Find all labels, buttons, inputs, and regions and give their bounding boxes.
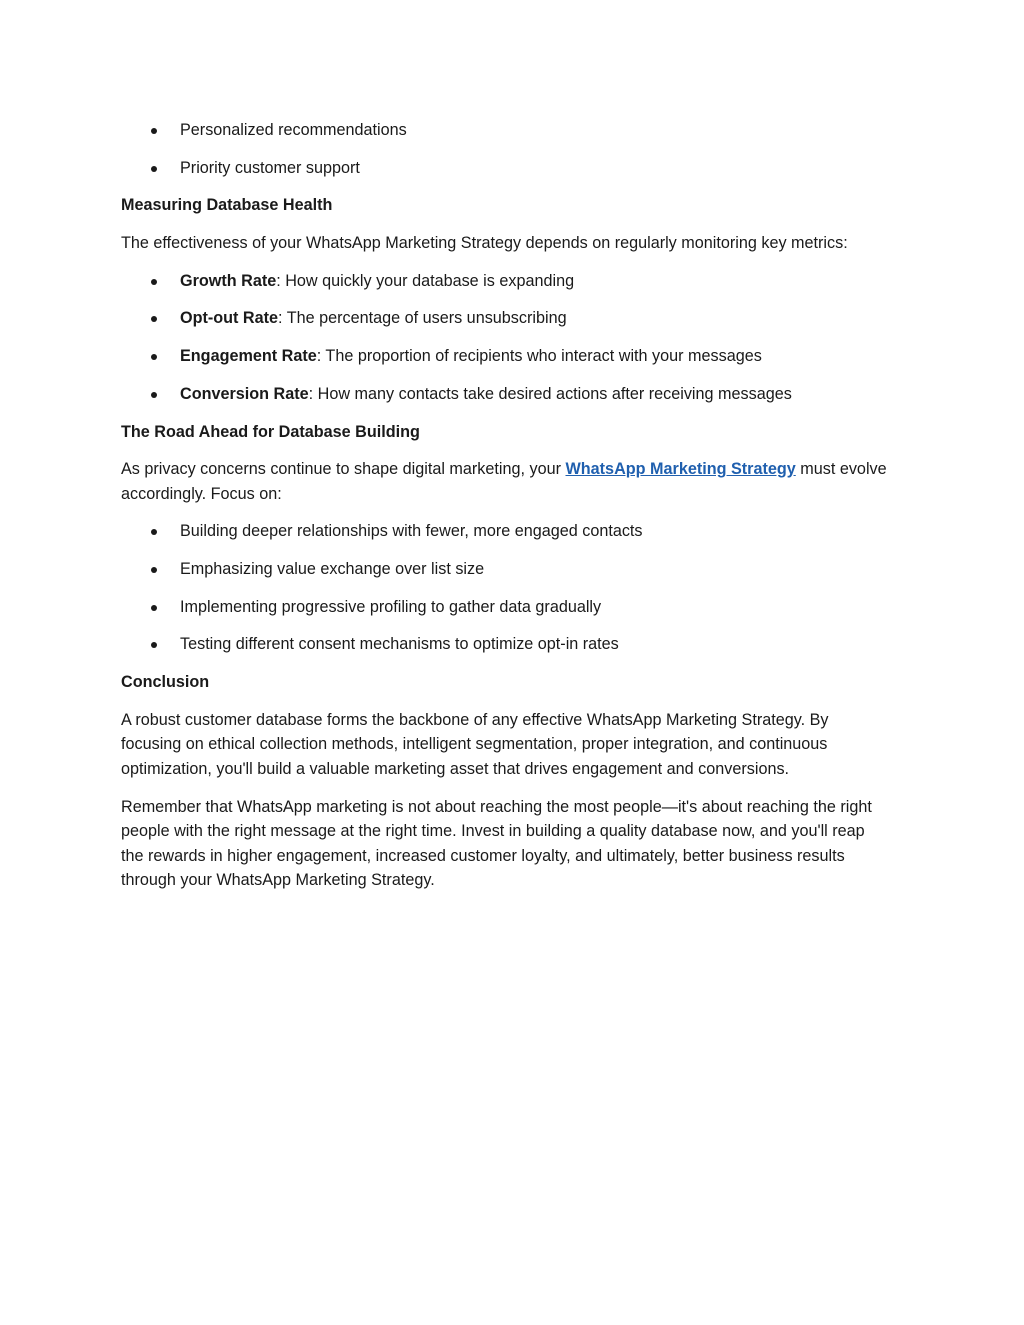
- metric-desc: : The percentage of users unsubscribing: [278, 309, 567, 328]
- list-item: [121, 519, 891, 544]
- list-item: [121, 557, 891, 582]
- list-item: [121, 595, 891, 620]
- bullet-icon: [151, 529, 157, 535]
- bullet-icon: [151, 567, 157, 573]
- document-page: [121, 118, 891, 906]
- metric-term: Opt-out Rate: [180, 309, 279, 328]
- paragraph-health-intro: The effectiveness of your WhatsApp Marketing Strategy depends on regularly monitoring key metrics:: [121, 234, 848, 253]
- list-item: [121, 382, 891, 407]
- list-item-text: Emphasizing value exchange over list size: [180, 560, 485, 579]
- section-heading-health: Measuring Database Health: [121, 196, 333, 215]
- list-item: [121, 344, 891, 369]
- metric-desc: : The proportion of recipients who interact with your messages: [316, 347, 762, 366]
- metric-term: Conversion Rate: [180, 384, 309, 403]
- list-item: [121, 632, 891, 657]
- whatsapp-strategy-link[interactable]: WhatsApp Marketing Strategy: [565, 460, 796, 479]
- list-item: [121, 118, 891, 143]
- list-item: [121, 306, 891, 331]
- bullet-icon: [151, 166, 157, 172]
- bullet-list-focus: [121, 519, 891, 657]
- list-item: [121, 269, 891, 294]
- metric-term: Growth Rate: [180, 271, 277, 290]
- road-intro-before: As privacy concerns continue to shape digital marketing, your: [121, 460, 566, 479]
- list-item-text: Personalized recommendations: [180, 121, 407, 139]
- bullet-icon: [151, 279, 157, 285]
- list-item: [121, 156, 891, 181]
- paragraph-road-intro: [121, 457, 891, 506]
- bullet-list-metrics: [121, 269, 891, 407]
- list-item-text: Priority customer support: [180, 158, 360, 177]
- paragraph-conclusion-1: A robust customer database forms the backbone of any effective WhatsApp Marketing Strategy. By focusing on ethical collection methods, intelligent segmentation, proper integration, and continuous optimization, you'll build a valuable marketing asset that drives engagement and conversions.: [121, 710, 829, 778]
- bullet-icon: [151, 392, 157, 398]
- bullet-list-top: [121, 118, 891, 180]
- road-intro-after: must evolve accordingly. Focus on:: [121, 460, 887, 503]
- metric-term: Engagement Rate: [180, 347, 317, 366]
- list-item-text: Building deeper relationships with fewer, more engaged contacts: [180, 522, 643, 541]
- paragraph-conclusion-2: Remember that WhatsApp marketing is not about reaching the most people—it's about reaching the right people with the right message at the right time. Invest in building a quality database now, and you'll reap the rewards in higher engagement, increased customer loyalty, and ultimately, better business results through your WhatsApp Marketing Strategy.: [121, 797, 872, 889]
- metric-desc: : How quickly your database is expanding: [276, 271, 575, 290]
- metric-desc: : How many contacts take desired actions after receiving messages: [308, 384, 792, 403]
- section-heading-road-ahead: The Road Ahead for Database Building: [121, 422, 420, 441]
- section-heading-conclusion: Conclusion: [121, 673, 210, 692]
- bullet-icon: [151, 128, 157, 134]
- bullet-icon: [151, 316, 157, 322]
- bullet-icon: [151, 354, 157, 360]
- bullet-icon: [151, 642, 157, 648]
- list-item-text: Testing different consent mechanisms to optimize opt-in rates: [180, 635, 619, 654]
- list-item-text: Implementing progressive profiling to gather data gradually: [180, 597, 602, 616]
- bullet-icon: [151, 605, 157, 611]
